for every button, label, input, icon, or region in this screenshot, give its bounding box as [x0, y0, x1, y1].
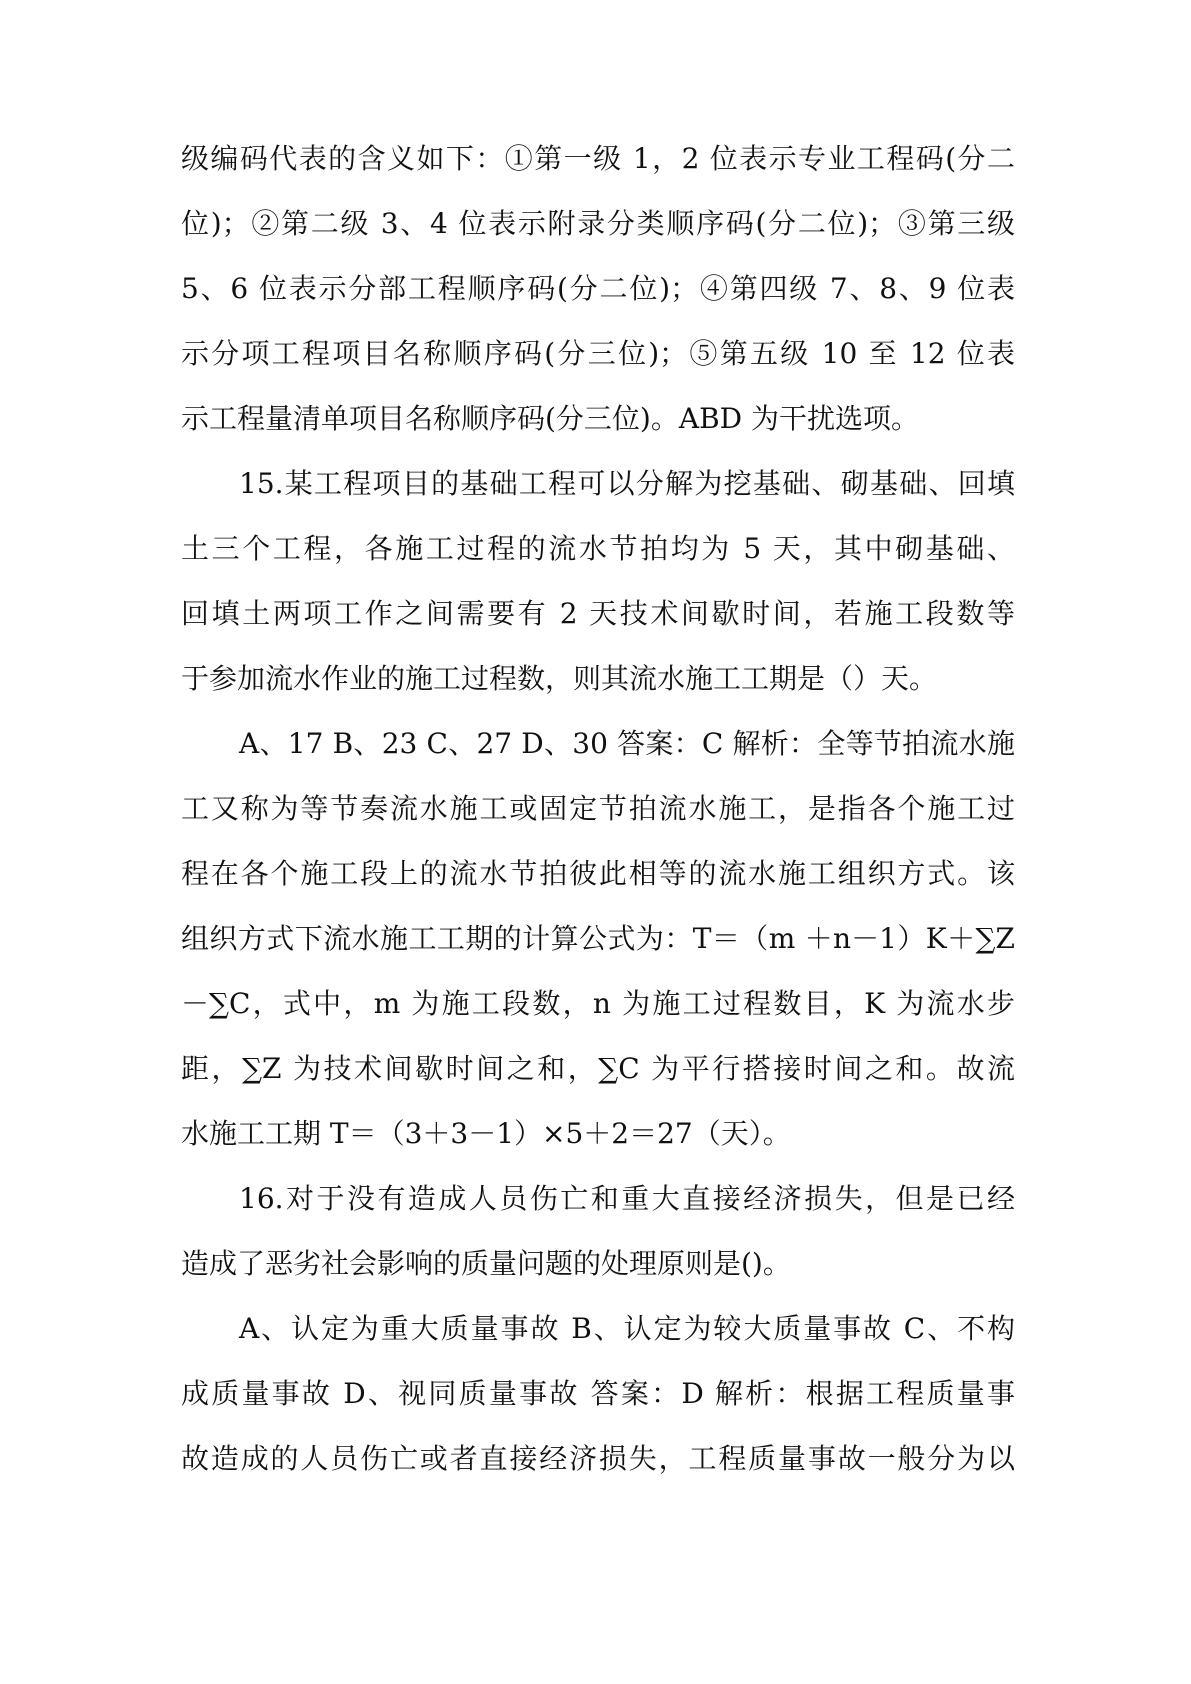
question-15-heading: 15.某工程项目的基础工程可以分解为挖基础、砌基础、回填: [239, 467, 1015, 500]
text-line-16: 水施工工期 T＝（3＋3－1）×5＋2＝27（天）。: [181, 1117, 791, 1150]
question-15-options: A、17 B、23 C、27 D、30 答案：C 解析：全等节拍流水施: [239, 727, 1015, 760]
text-line-7: 土三个工程，各施工过程的流水节拍均为 5 天，其中砌基础、: [181, 532, 1015, 565]
document-body: [181, 126, 1015, 1491]
text-line-11: 工又称为等节奏流水施工或固定节拍流水施工，是指各个施工过: [181, 792, 1015, 825]
text-line-3: 5、6 位表示分部工程顺序码(分二位)；④第四级 7、8、9 位表: [181, 272, 1015, 305]
question-16-heading: 16.对于没有造成人员伤亡和重大直接经济损失，但是已经: [239, 1182, 1015, 1215]
text-line-2: 位)；②第二级 3、4 位表示附录分类顺序码(分二位)；③第三级: [181, 207, 1015, 240]
text-line-12: 程在各个施工段上的流水节拍彼此相等的流水施工组织方式。该: [181, 857, 1015, 890]
text-line-1: 级编码代表的含义如下：①第一级 1，2 位表示专业工程码(分二: [181, 142, 1015, 175]
text-line-9: 于参加流水作业的施工过程数，则其流水施工工期是（）天。: [181, 662, 938, 695]
text-line-20: 成质量事故 D、视同质量事故 答案：D 解析：根据工程质量事: [181, 1377, 1015, 1410]
text-line-5: 示工程量清单项目名称顺序码(分三位)。ABD 为干扰选项。: [181, 402, 919, 435]
text-line-8: 回填土两项工作之间需要有 2 天技术间歇时间，若施工段数等: [181, 597, 1015, 630]
question-16-options: A、认定为重大质量事故 B、认定为较大质量事故 C、不构: [239, 1312, 1015, 1345]
text-line-21: 故造成的人员伤亡或者直接经济损失，工程质量事故一般分为以: [181, 1442, 1015, 1475]
text-line-4: 示分项工程项目名称顺序码(分三位)；⑤第五级 10 至 12 位表: [181, 337, 1015, 370]
text-line-13: 组织方式下流水施工工期的计算公式为：T＝（m ＋n－1）K＋∑Z: [181, 922, 1015, 955]
text-line-14: －∑C，式中，m 为施工段数，n 为施工过程数目，K 为流水步: [181, 987, 1015, 1020]
text-line-18: 造成了恶劣社会影响的质量问题的处理原则是()。: [181, 1247, 791, 1280]
text-line-15: 距，∑Z 为技术间歇时间之和，∑C 为平行搭接时间之和。故流: [181, 1052, 1015, 1085]
